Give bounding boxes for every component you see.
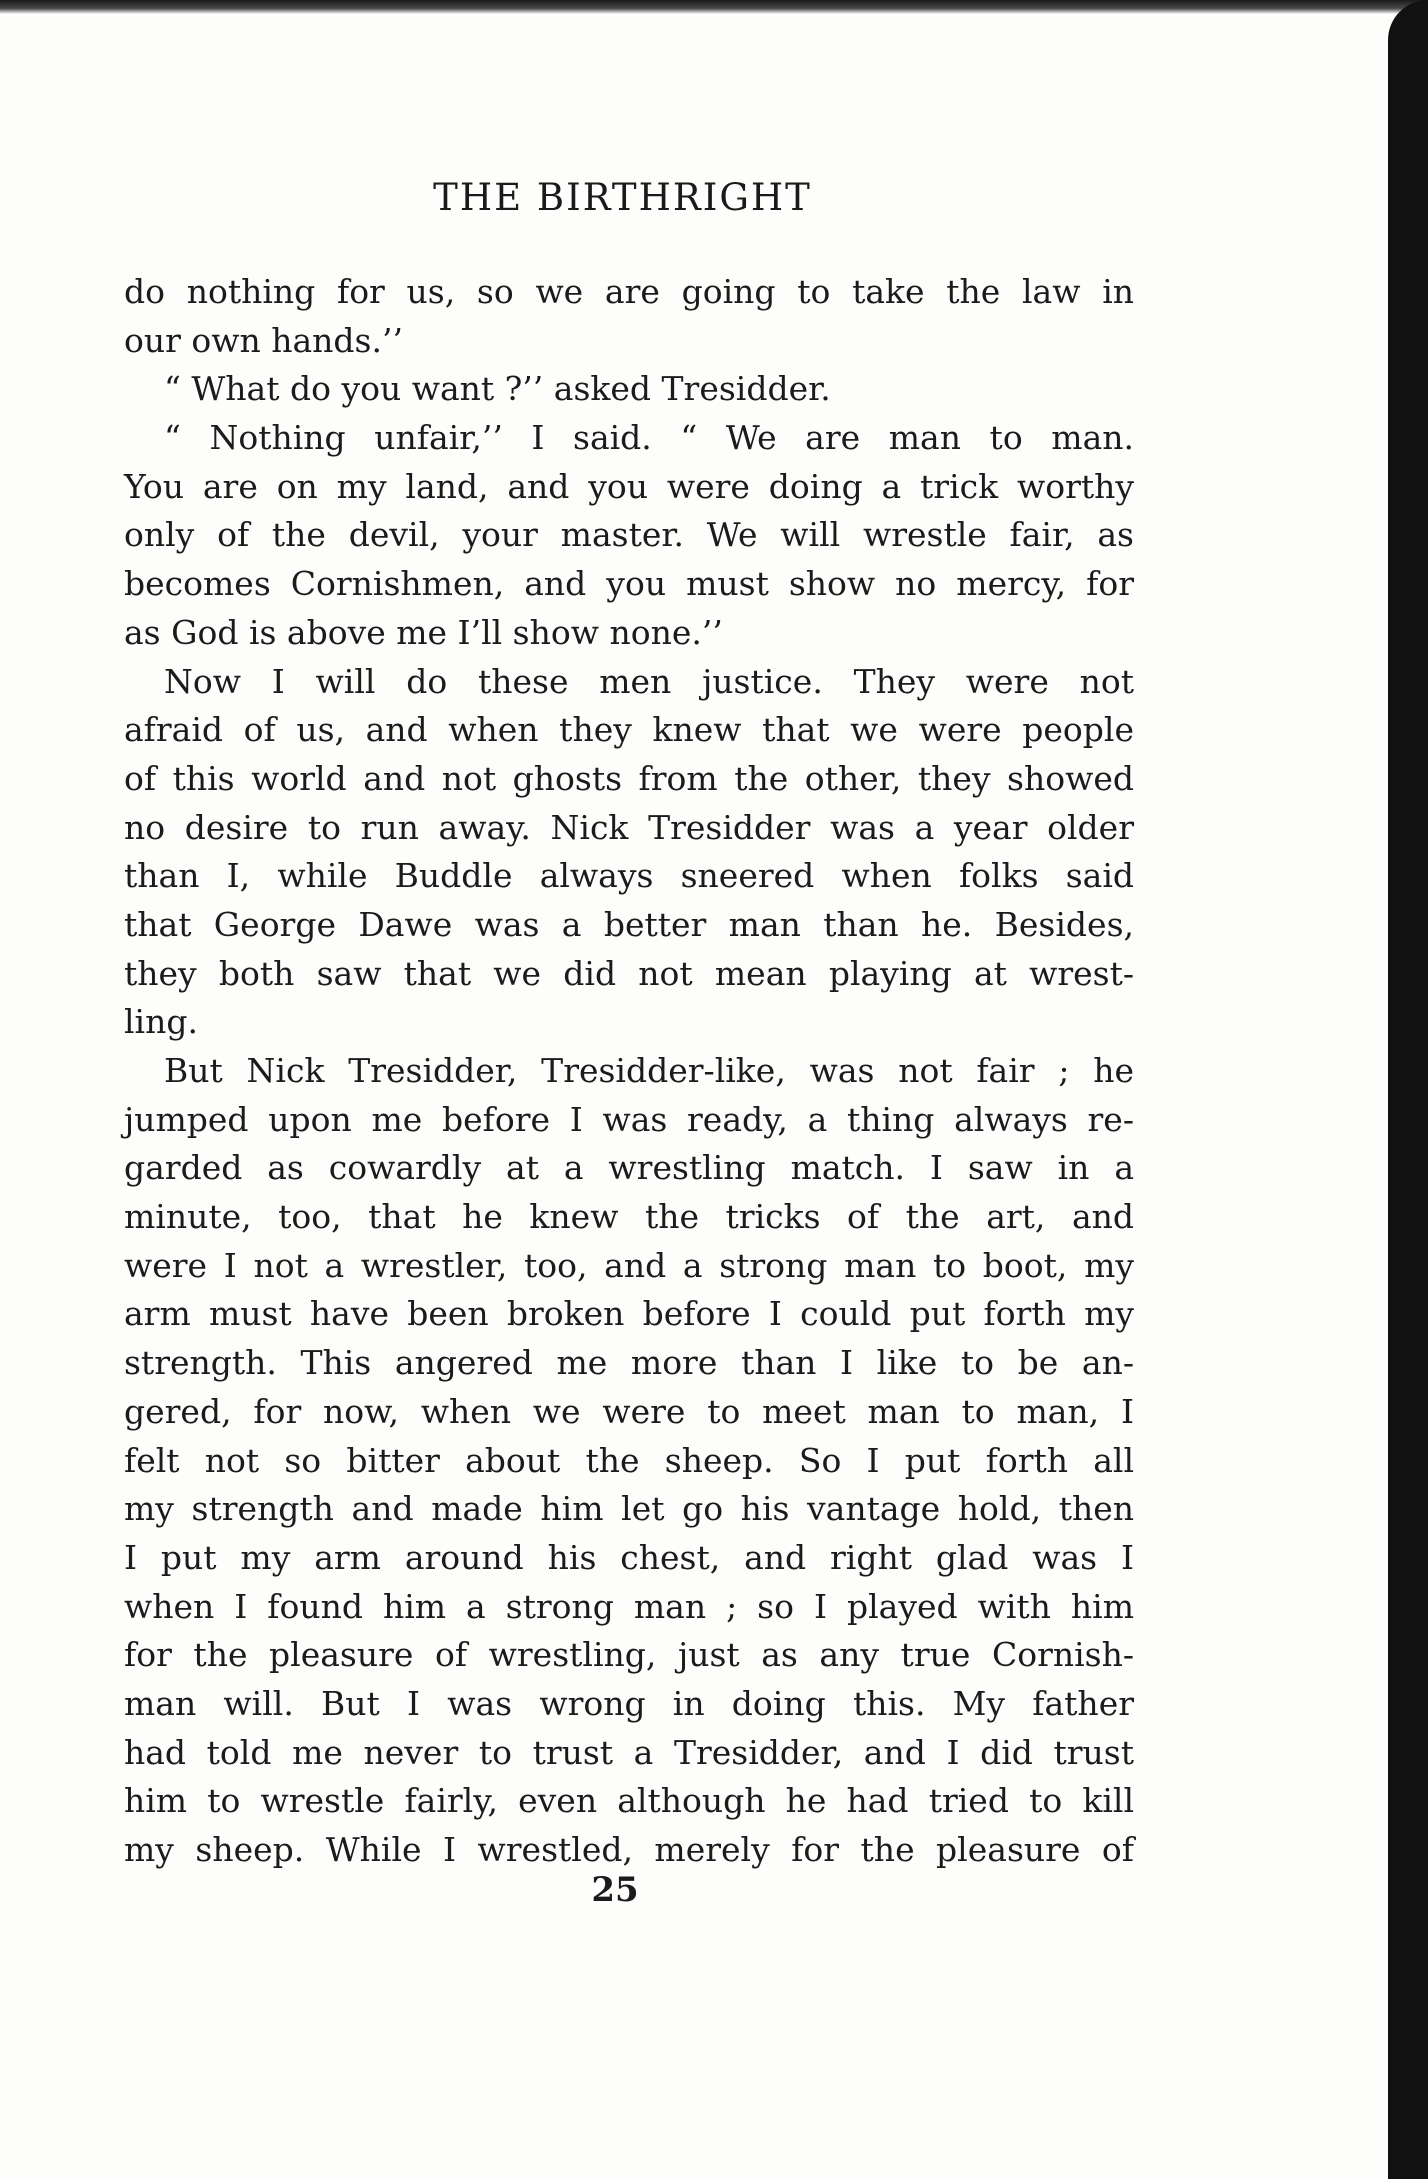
- text-line: I put my arm around his chest, and right glad was I: [124, 1537, 1134, 1577]
- text-line: felt not so bitter about the sheep. So I put forth all: [124, 1440, 1134, 1480]
- text-line: they both saw that we did not mean playing at wrest-: [124, 953, 1134, 993]
- text-line: You are on my land, and you were doing a trick worthy: [124, 466, 1134, 506]
- text-line: than I, while Buddle always sneered when folks said: [124, 856, 1134, 896]
- text-line: for the pleasure of wrestling, just as any true Cornish-: [124, 1635, 1134, 1675]
- text-line: man will. But I was wrong in doing this. My father: [124, 1683, 1134, 1723]
- text-line: our own hands.’’: [124, 320, 403, 360]
- text-line: becomes Cornishmen, and you must show no mercy, for: [124, 564, 1134, 604]
- text-line: as God is above me I’ll show none.’’: [124, 612, 723, 652]
- text-line: had told me never to trust a Tresidder, and I did trust: [124, 1732, 1134, 1772]
- text-line: him to wrestle fairly, even although he had tried to kill: [124, 1781, 1134, 1821]
- text-line: ling.: [124, 1002, 198, 1042]
- text-line: only of the devil, your master. We will wrestle fair, as: [124, 515, 1134, 555]
- text-line: “ What do you want ?’’ asked Tresidder.: [164, 369, 831, 409]
- body-text: [124, 268, 1134, 1875]
- text-line: gered, for now, when we were to meet man to man, I: [124, 1391, 1134, 1431]
- text-line: were I not a wrestler, too, and a strong man to boot, my: [124, 1245, 1134, 1285]
- text-line: Now I will do these men justice. They were not: [164, 661, 1134, 701]
- text-line: jumped upon me before I was ready, a thing always re-: [124, 1099, 1134, 1139]
- text-line: of this world and not ghosts from the other, they showed: [124, 758, 1134, 798]
- page-top-edge-shadow: [0, 0, 1428, 14]
- text-line: strength. This angered me more than I like to be an-: [124, 1343, 1134, 1383]
- text-line: my strength and made him let go his vantage hold, then: [124, 1489, 1134, 1529]
- text-line: no desire to run away. Nick Tresidder was a year older: [124, 807, 1134, 847]
- text-line: But Nick Tresidder, Tresidder-like, was not fair ; he: [164, 1051, 1134, 1090]
- text-line: arm must have been broken before I could put forth my: [124, 1294, 1134, 1334]
- page-number: 25: [591, 1870, 639, 1910]
- text-line: my sheep. While I wrestled, merely for the pleasure of: [124, 1830, 1134, 1869]
- text-line: minute, too, that he knew the tricks of the art, and: [124, 1197, 1134, 1237]
- text-line: that George Dawe was a better man than he. Besides,: [124, 904, 1134, 944]
- text-line: when I found him a strong man ; so I played with him: [124, 1586, 1134, 1626]
- running-head: THE BIRTHRIGHT: [433, 176, 812, 219]
- text-line: garded as cowardly at a wrestling match. I saw in a: [124, 1148, 1134, 1188]
- text-line: afraid of us, and when they knew that we were people: [124, 710, 1134, 750]
- page-right-edge-shadow: [1388, 0, 1428, 2179]
- text-line: do nothing for us, so we are going to take the law in: [124, 272, 1134, 311]
- text-line: “ Nothing unfair,’’ I said. “ We are man to man.: [164, 418, 1134, 458]
